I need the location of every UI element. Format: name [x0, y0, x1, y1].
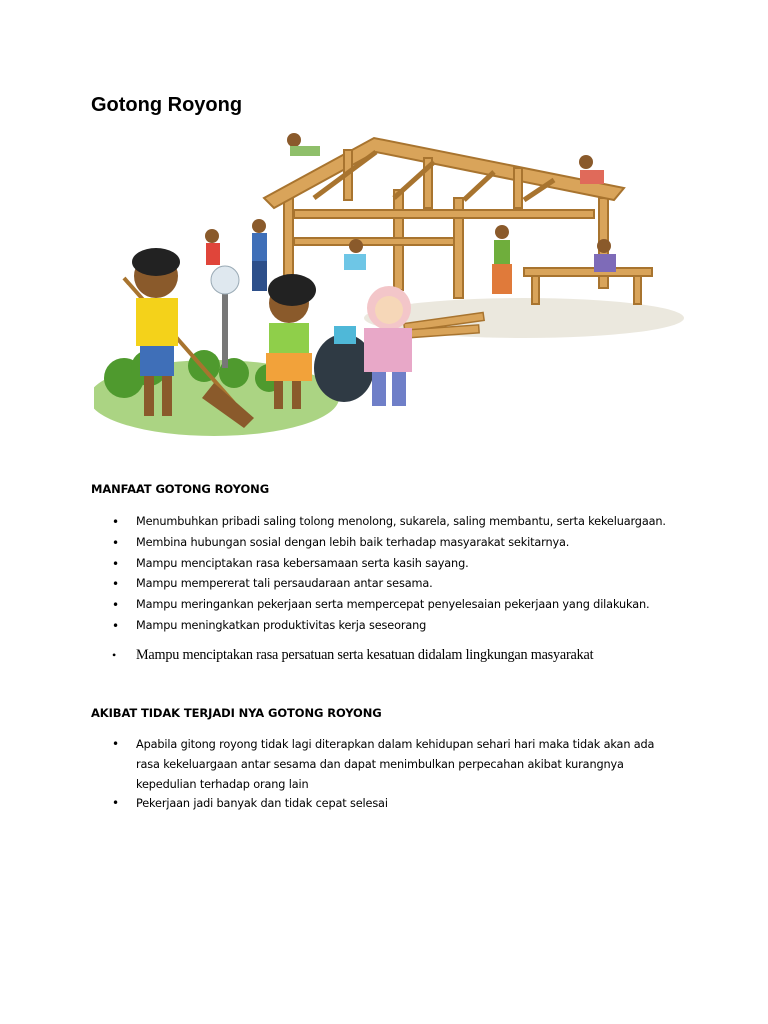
list-item-text: Mampu menciptakan rasa kebersamaan serta kasih sayang. — [136, 556, 469, 570]
bullet-icon: • — [112, 577, 119, 592]
bullet-icon: • — [112, 535, 119, 550]
bullet-icon: • — [112, 515, 119, 529]
benefits-list — [112, 512, 666, 669]
bullet-icon: • — [112, 796, 119, 811]
list-item-text: Mampu meningkatkan produktivitas kerja seseorang — [136, 618, 427, 632]
list-item — [112, 512, 666, 533]
list-item-text: Menumbuhkan pribadi saling tolong menolong, sukarela, saling membantu, serta kekeluargaan. — [136, 515, 666, 528]
list-item-text: Pekerjaan jadi banyak dan tidak cepat selesai — [136, 797, 388, 811]
list-item-text: Mampu mempererat tali persaudaraan antar sesama. — [136, 577, 433, 591]
bullet-icon: • — [112, 647, 117, 662]
bullet-icon: • — [112, 598, 119, 613]
section-heading-benefits: MANFAAT GOTONG ROYONG — [91, 482, 270, 496]
list-item — [112, 595, 666, 616]
gotong-royong-illustration — [94, 128, 684, 436]
list-item — [112, 794, 666, 814]
bullet-icon: • — [112, 618, 119, 633]
list-item-text: Mampu menciptakan rasa persatuan serta kesatuan didalam lingkungan masyarakat — [136, 646, 594, 663]
bullet-icon: • — [112, 556, 119, 571]
section-heading-consequences: AKIBAT TIDAK TERJADI NYA GOTONG ROYONG — [91, 706, 382, 720]
list-item — [112, 641, 666, 669]
list-item — [112, 533, 666, 554]
lamp-post — [211, 266, 239, 368]
girl-hijab — [364, 286, 412, 406]
page-title: Gotong Royong — [91, 94, 243, 116]
bullet-icon: • — [112, 737, 119, 751]
list-item-text: Membina hubungan sosial dengan lebih baik terhadap masyarakat sekitarnya. — [136, 535, 570, 549]
list-item — [112, 574, 666, 595]
list-item-text: Mampu meringankan pekerjaan serta mempercepat penyelesaian pekerjaan yang dilakukan. — [136, 598, 650, 612]
consequences-list — [112, 735, 666, 814]
list-item — [112, 616, 666, 637]
list-item — [112, 735, 666, 794]
list-item — [112, 554, 666, 575]
list-item-text: Apabila gitong royong tidak lagi diterapkan dalam kehidupan sehari hari maka tidak akan ada rasa kekeluargaan antar sesama dan dapat menimbulkan perpecahan akibat kurangnya kepedulian terhadap orang lain — [136, 738, 655, 791]
